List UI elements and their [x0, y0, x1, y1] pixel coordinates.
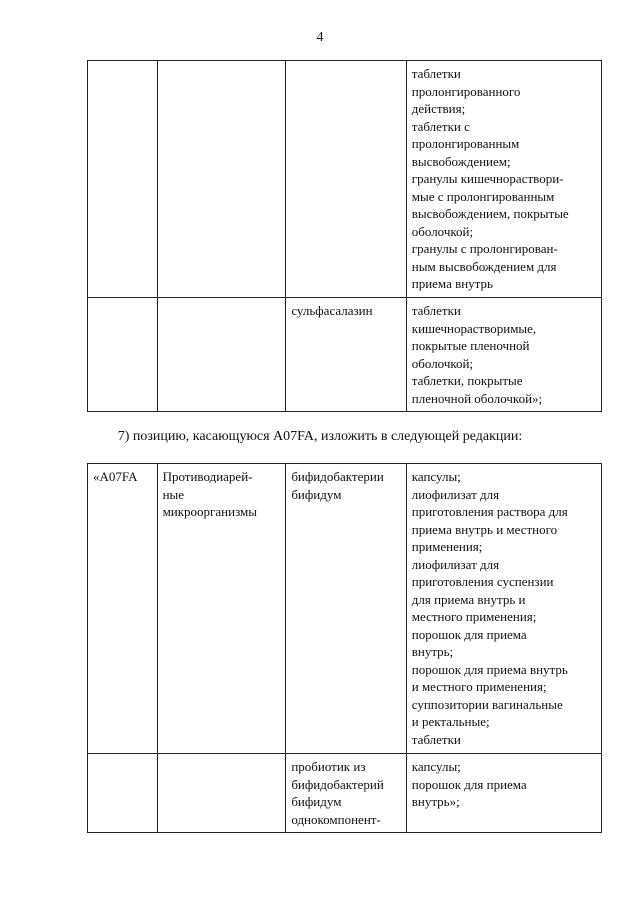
dosage-form-line: порошок для приема: [411, 626, 527, 642]
dosage-form-line: таблетки с: [411, 118, 470, 134]
dosage-forms-cell: [406, 298, 601, 412]
dosage-form-line: таблетки: [411, 66, 461, 81]
dosage-form-line: порошок для приема: [411, 776, 527, 792]
dosage-form-line: порошок для приема внутрь: [411, 661, 568, 677]
dosage-forms-cell: [406, 754, 601, 833]
dosage-form-line: применения;: [411, 539, 483, 554]
dosage-form-line: для приема внутрь и: [411, 591, 526, 607]
dosage-form-line: высвобождением, покрытые: [411, 206, 569, 221]
dosage-form-line: приема внутрь и местного: [411, 521, 558, 537]
drug-table-bottom: [87, 463, 602, 833]
dosage-form-line: приготовления раствора для: [411, 504, 568, 519]
dosage-form-line: капсулы;: [411, 469, 461, 484]
table-row: [88, 298, 602, 412]
group-cell: [157, 298, 286, 412]
table-row: [88, 61, 602, 298]
substance-line: пробиотик из: [291, 759, 366, 774]
table-row: [88, 464, 602, 754]
substance-line: бифидобактерий: [291, 776, 384, 792]
dosage-forms-cell: [406, 464, 601, 754]
dosage-form-line: пролонгированного: [411, 83, 521, 99]
dosage-form-line: и местного применения;: [411, 679, 547, 694]
dosage-form-line: приготовления суспензии: [411, 574, 554, 589]
dosage-form-line: действия;: [411, 101, 466, 116]
dosage-form-line: оболочкой;: [411, 355, 474, 371]
dosage-form-line: лиофилизат для: [411, 556, 500, 572]
dosage-form-line: кишечнорастворимые,: [411, 320, 537, 336]
dosage-form-line: оболочкой;: [411, 223, 474, 239]
page-number: 4: [316, 30, 324, 45]
dosage-form-line: местного применения;: [411, 609, 537, 624]
dosage-form-line: таблетки: [411, 731, 461, 747]
group-line: микроорганизмы: [162, 504, 257, 519]
dosage-form-line: пролонгированным: [411, 136, 520, 151]
dosage-form-line: мые с пролонгированным: [411, 188, 555, 204]
dosage-form-line: капсулы;: [411, 759, 461, 774]
substance-line: бифидобактерии: [291, 469, 384, 484]
group-cell: [157, 464, 286, 754]
dosage-form-line: таблетки, покрытые: [411, 373, 523, 388]
dosage-form-line: приема внутрь: [411, 276, 493, 291]
substance-cell: [286, 754, 406, 833]
dosage-form-line: высвобождением;: [411, 153, 511, 169]
group-line: ные: [162, 486, 185, 502]
atc-code-cell: [88, 754, 158, 833]
dosage-forms-cell: [406, 61, 601, 298]
dosage-form-line: ным высвобождением для: [411, 258, 557, 274]
substance-cell: сульфасалазин: [286, 298, 406, 412]
dosage-form-line: гранулы с пролонгирован-: [411, 241, 558, 256]
dosage-form-line: внутрь»;: [411, 794, 460, 809]
dosage-form-line: внутрь;: [411, 644, 454, 659]
atc-code-cell: [88, 298, 158, 412]
substance-cell: [286, 61, 406, 298]
atc-code-cell: «А07FA: [88, 464, 158, 754]
atc-code-cell: [88, 61, 158, 298]
dosage-form-line: лиофилизат для: [411, 486, 500, 502]
dosage-form-line: пленочной оболочкой»;: [411, 390, 543, 406]
table-row: [88, 754, 602, 833]
amendment-paragraph: 7) позицию, касающуюся А07FA, изложить в следующей редакции:: [117, 429, 523, 444]
dosage-form-line: таблетки: [411, 303, 461, 318]
dosage-form-line: и ректальные;: [411, 714, 490, 729]
substance-cell: [286, 464, 406, 754]
dosage-form-line: покрытые пленочной: [411, 338, 530, 353]
dosage-form-line: суппозитории вагинальные: [411, 696, 563, 712]
dosage-form-line: гранулы кишечнораствори-: [411, 171, 564, 186]
group-line: Противодиарей-: [162, 469, 253, 484]
group-cell: [157, 61, 286, 298]
group-cell: [157, 754, 286, 833]
substance-line: однокомпонент-: [291, 811, 381, 827]
substance-line: бифидум: [291, 794, 342, 809]
drug-table-top: [87, 60, 602, 412]
substance-line: бифидум: [291, 486, 342, 502]
